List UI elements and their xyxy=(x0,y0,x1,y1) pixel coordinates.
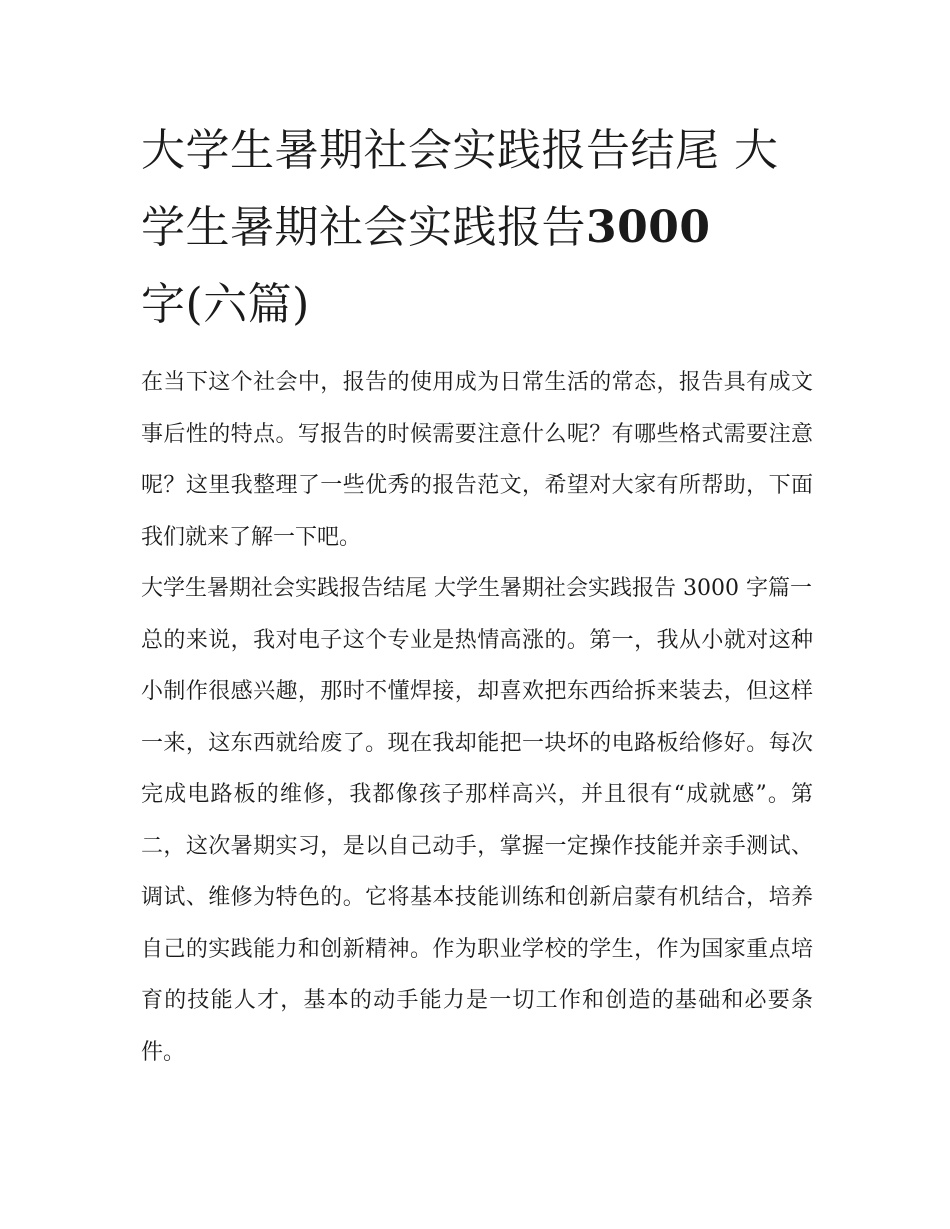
title-number: 3000 xyxy=(586,202,711,253)
section-heading: 大学生暑期社会实践报告结尾 大学生暑期社会实践报告 3000 字篇一 xyxy=(141,576,812,601)
body-paragraph: 总的来说，我对电子这个专业是热情高涨的。第一，我从小就对这种小制作很感兴趣，那时不懂焊接，却喜欢把东西给拆来装去，但这样一来，这东西就给废了。现在我却能把一块坏的电路板给修好。每次完成电路板的维修，我都像孩子那样高兴，并且很有“成就感”。第二，这次暑期实习，是以自己动手，掌握一定操作技能并亲手测试、调试、维修为特色的。它将基本技能训练和创新启蒙有机结合，培养自己的实践能力和创新精神。作为职业学校的学生，作为国家重点培育的技能人才，基本的动手能力是一切工作和创造的基础和必要条件。 xyxy=(141,627,813,1065)
document-title xyxy=(141,112,813,343)
intro-paragraph: 在当下这个社会中，报告的使用成为日常生活的常态，报告具有成文事后性的特点。写报告的时候需要注意什么呢？有哪些格式需要注意呢？这里我整理了一些优秀的报告范文，希望对大家有所帮助，下面我们就来了解一下吧。 xyxy=(141,370,813,550)
title-text-tail: 字(六篇) xyxy=(141,279,310,330)
title-text-main: 大学生暑期社会实践报告结尾 大学生暑期社会实践报告 xyxy=(141,125,779,253)
document-page xyxy=(141,112,813,1078)
